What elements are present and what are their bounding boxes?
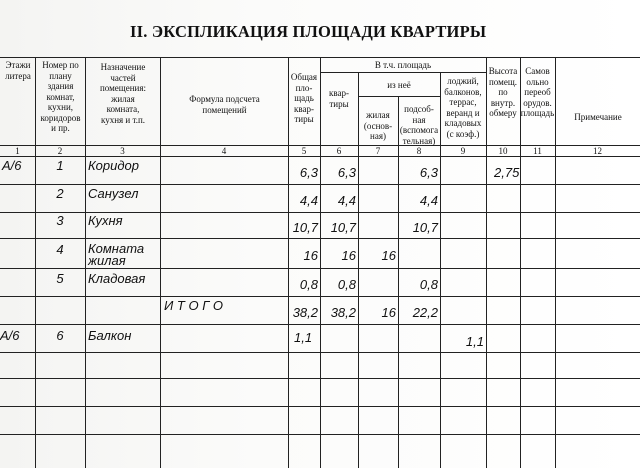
col-number: 7 xyxy=(375,146,381,156)
row5-name: Кладовая xyxy=(88,271,146,286)
row3-aux: 10,7 xyxy=(412,220,438,235)
header-aux: подсоб- ная (вспомога тельная) xyxy=(399,104,439,146)
header-total: Общая пло- щадь квар- тиры xyxy=(290,72,318,124)
of-it-header-line xyxy=(358,96,440,97)
row4-living: 16 xyxy=(381,248,396,263)
total-label: И Т О Г О xyxy=(164,298,223,313)
col-number: 8 xyxy=(416,146,422,156)
balcony-name: Балкон xyxy=(88,328,132,343)
balcony-loggia: 1,1 xyxy=(465,334,484,349)
row2-total: 4,4 xyxy=(299,193,318,208)
row1-apart: 6,3 xyxy=(337,165,356,180)
header-incl-area: В т.ч. площадь xyxy=(374,60,432,70)
col-line xyxy=(160,57,161,468)
total-total: 38,2 xyxy=(292,305,318,320)
col-number: 5 xyxy=(301,146,307,156)
row4-apart: 16 xyxy=(341,248,356,263)
col-number: 9 xyxy=(460,146,466,156)
row4-number: 4 xyxy=(56,242,64,257)
balcony-total: 1,1 xyxy=(294,330,313,345)
header-formula: Формула подсчета помещений xyxy=(189,94,260,115)
col-line xyxy=(486,57,487,468)
total-aux: 22,2 xyxy=(412,305,438,320)
row5-number: 5 xyxy=(56,271,64,286)
header-loggia: лоджий, балконов, террас, веранд и кладовых (с коэф.) xyxy=(444,76,482,139)
incl-header-line xyxy=(320,72,486,73)
balcony-floor: А/6 xyxy=(0,328,20,343)
row1-floor: А/6 xyxy=(2,158,22,173)
total-apart: 38,2 xyxy=(330,305,356,320)
col-number: 6 xyxy=(336,146,342,156)
row4-total: 16 xyxy=(303,248,318,263)
row2-aux: 4,4 xyxy=(419,193,438,208)
row5-aux: 0,8 xyxy=(419,277,438,292)
col-number: 10 xyxy=(498,146,508,156)
header-selfbuilt: Самов ольно переоб орудов. площадь xyxy=(520,66,555,118)
col-line xyxy=(520,57,521,468)
row1-height: 2,75 xyxy=(494,165,520,180)
page-title: II. ЭКСПЛИКАЦИЯ ПЛОЩАДИ КВАРТИРЫ xyxy=(130,22,487,41)
header-apart: квар- тиры xyxy=(329,88,349,109)
row3-total: 10,7 xyxy=(292,220,318,235)
col-number: 12 xyxy=(593,146,602,156)
header-floor: Этажи литера xyxy=(5,60,31,81)
total-living: 16 xyxy=(381,305,396,320)
header-room-no: Номер по плану здания комнат, кухни, коридоров и пр. xyxy=(40,60,81,133)
row2-apart: 4,4 xyxy=(337,193,356,208)
col-number: 1 xyxy=(15,146,20,156)
row1-number: 1 xyxy=(56,158,64,173)
row3-apart: 10,7 xyxy=(330,220,356,235)
header-note: Примечание xyxy=(574,112,622,122)
header-height: Высота помещ. по внутр. обмеру xyxy=(488,66,518,118)
header-purpose: Назначение частей помещения: жилая комната, кухня и т.п. xyxy=(99,62,147,125)
col-line xyxy=(320,57,321,468)
row3-name: Кухня xyxy=(88,213,123,228)
row5-total: 0,8 xyxy=(299,277,318,292)
row2-name: Санузел xyxy=(88,186,139,201)
balcony-number: 6 xyxy=(56,328,64,343)
col-number: 2 xyxy=(57,146,63,156)
row1-total: 6,3 xyxy=(299,165,318,180)
row5-apart: 0,8 xyxy=(337,277,356,292)
header-living: жилая (основ- ная) xyxy=(363,110,393,141)
row2-number: 2 xyxy=(56,186,64,201)
row3-number: 3 xyxy=(56,213,64,228)
row1-name: Коридор xyxy=(88,158,139,173)
row1-aux: 6,3 xyxy=(419,165,438,180)
col-number: 4 xyxy=(221,146,227,156)
header-of-it: из неё xyxy=(387,80,411,90)
col-number: 11 xyxy=(533,146,542,156)
col-number: 3 xyxy=(120,146,125,156)
row4-name: Комната жилая xyxy=(88,241,145,268)
